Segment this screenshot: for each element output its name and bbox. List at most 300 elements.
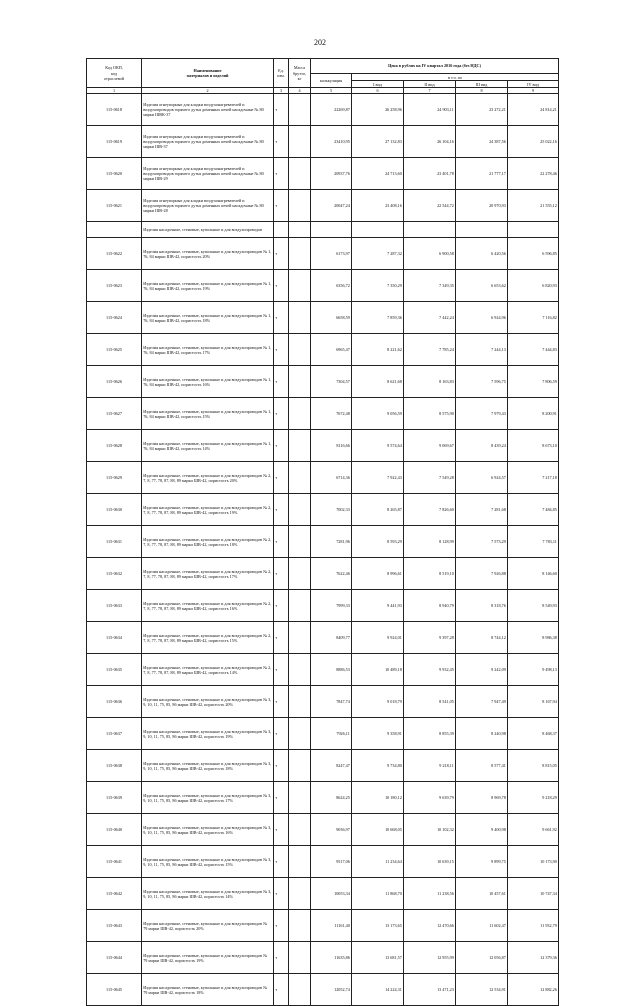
cell-p4: 6 596,85 bbox=[508, 238, 559, 270]
cell-mass bbox=[289, 462, 311, 494]
cell-p2: 12 470,66 bbox=[404, 910, 456, 942]
cell-code: 115-0645 bbox=[87, 974, 142, 1006]
cell-name: Изделия насадочные, стеновые, купольные и для воздухопроводов № 3, 9, 10, 11, 75, 85, 86 марки ШВ-42, пористость 14% bbox=[142, 878, 274, 910]
cell-calc: 7304,57 bbox=[311, 366, 352, 398]
page-number: 202 bbox=[314, 38, 326, 47]
cell-name: Изделия насадочные, стеновые, купольные и для воздухопроводов № 2, 7, 8, 77, 78, 87, 88, 89 марки ШВ-42, пористость 18% bbox=[142, 526, 274, 558]
cell-p3: 7 244,13 bbox=[456, 334, 508, 366]
col-number: 5 bbox=[311, 88, 352, 94]
cell-code: 115-0626 bbox=[87, 366, 142, 398]
cell-p3: 8 240,98 bbox=[456, 718, 508, 750]
cell-calc: 20047,24 bbox=[311, 190, 352, 222]
cell-name: Изделия огнеупорные для кладки воздухонагревателей и воздухопроводов горячего дутья доменных печей насадочные № 80 марки ШВ-37 bbox=[142, 126, 274, 158]
cell-code: 115-0644 bbox=[87, 942, 142, 974]
cell-p3: 7 573,29 bbox=[456, 526, 508, 558]
cell-name: Изделия насадочные, стеновые, купольные и для воздухопроводов № 2, 7, 8, 77, 78, 87, 88, 89 марки ШВ-42, пористость 14% bbox=[142, 654, 274, 686]
table-row bbox=[87, 526, 559, 558]
cell-unit: т bbox=[274, 526, 289, 558]
cell-name: Изделия насадочные, стеновые, купольные и для воздухопроводов № 1, 76, 84 марки ШВ-42, пористость 14% bbox=[142, 430, 274, 462]
cell-p1: 8 265,87 bbox=[352, 494, 404, 526]
cell-name: Изделия насадочные, стеновые, купольные и для воздухопроводов № 3, 9, 10, 11, 75, 85, 86 марки ШВ-42, пористость 19% bbox=[142, 718, 274, 750]
cell-p2: 7 785,24 bbox=[404, 334, 456, 366]
cell-p3: 6 653,62 bbox=[456, 270, 508, 302]
cell-p1: 8 996,61 bbox=[352, 558, 404, 590]
cell-calc: 7847,74 bbox=[311, 686, 352, 718]
cell-calc: 6965,47 bbox=[311, 334, 352, 366]
cell-mass bbox=[289, 526, 311, 558]
cell-code: 115-0635 bbox=[87, 654, 142, 686]
cell-p2: 9 069,67 bbox=[404, 430, 456, 462]
cell-p1: 10 668,05 bbox=[352, 814, 404, 846]
cell-code: 115-0636 bbox=[87, 686, 142, 718]
table-row bbox=[87, 190, 559, 222]
table-header bbox=[87, 59, 559, 94]
cell-p2: 9 218,11 bbox=[404, 750, 456, 782]
table-body bbox=[87, 94, 559, 1006]
cell-calc: 7926,11 bbox=[311, 718, 352, 750]
cell-unit: т bbox=[274, 974, 289, 1006]
cell-calc: 6356,72 bbox=[311, 270, 352, 302]
cell-p1: 14 224,31 bbox=[352, 974, 404, 1006]
table-row bbox=[87, 270, 559, 302]
cell-unit: т bbox=[274, 846, 289, 878]
cell-mass bbox=[289, 974, 311, 1006]
cell-unit: т bbox=[274, 190, 289, 222]
col-number: 7 bbox=[404, 88, 456, 94]
cell-unit: т bbox=[274, 814, 289, 846]
cell-unit: т bbox=[274, 302, 289, 334]
cell-name: Изделия насадочные, стеновые, купольные и для воздухопроводов № 79 марки ШВ-42, пористость 20% bbox=[142, 910, 274, 942]
cell-p3: 7 947,49 bbox=[456, 686, 508, 718]
col-number: 8 bbox=[456, 88, 508, 94]
cell-p1: 10 180,12 bbox=[352, 782, 404, 814]
cell-name: Изделия насадочные, стеновые, купольные и для воздухопроводов № 1, 76, 84 марки ШВ-42, пористость 15% bbox=[142, 398, 274, 430]
cell-calc: 11635,86 bbox=[311, 942, 352, 974]
cell-p4: 24 814,21 bbox=[508, 94, 559, 126]
table-row bbox=[87, 686, 559, 718]
table-row bbox=[87, 398, 559, 430]
table-row bbox=[87, 846, 559, 878]
cell-mass bbox=[289, 158, 311, 190]
cell-calc: 7999,33 bbox=[311, 590, 352, 622]
table-row bbox=[87, 558, 559, 590]
cell-p3: 6 420,56 bbox=[456, 238, 508, 270]
table-row bbox=[87, 622, 559, 654]
cell-code: 115-0630 bbox=[87, 494, 142, 526]
cell-unit: т bbox=[274, 334, 289, 366]
header-q1: I вид bbox=[352, 81, 404, 88]
cell-mass bbox=[289, 190, 311, 222]
cell-name: Изделия насадочные, стеновые, купольные и для воздухопроводов № 2, 7, 8, 77, 78, 87, 88, 89 марки ШВ-42, пористость 17% bbox=[142, 558, 274, 590]
cell-mass bbox=[289, 302, 311, 334]
cell-p3: 9 400,98 bbox=[456, 814, 508, 846]
cell-p3: 12 534,91 bbox=[456, 974, 508, 1006]
table-row bbox=[87, 462, 559, 494]
cell-p3: 8 969,78 bbox=[456, 782, 508, 814]
cell-name: Изделия насадочные, стеновые, купольные и для воздухопроводов № 1, 76, 84 марки ШВ-42, пористость 16% bbox=[142, 366, 274, 398]
cell-p4: 12 882,26 bbox=[508, 974, 559, 1006]
cell-code: 115-0627 bbox=[87, 398, 142, 430]
cell-p4: 8 146,60 bbox=[508, 558, 559, 590]
header-q3: III вид bbox=[456, 81, 508, 88]
table-row bbox=[87, 126, 559, 158]
cell-unit: т bbox=[274, 126, 289, 158]
cell-code: 115-0639 bbox=[87, 782, 142, 814]
cell-calc: 7281,96 bbox=[311, 526, 352, 558]
cell-p4: 8 815,05 bbox=[508, 750, 559, 782]
table-row bbox=[87, 750, 559, 782]
cell-p3: 6 924,96 bbox=[456, 302, 508, 334]
cell-p4: 6 820,93 bbox=[508, 270, 559, 302]
table-row bbox=[87, 782, 559, 814]
cell-p1: 9 441,93 bbox=[352, 590, 404, 622]
cell-unit: т bbox=[274, 94, 289, 126]
cell-p1: 7 922,43 bbox=[352, 462, 404, 494]
group-header-row bbox=[87, 222, 559, 238]
cell-mass bbox=[289, 366, 311, 398]
cell-p2: 7 826,60 bbox=[404, 494, 456, 526]
cell-code bbox=[87, 222, 142, 238]
cell-p2: 10 102,32 bbox=[404, 814, 456, 846]
cell-mass bbox=[289, 430, 311, 462]
cell-mass bbox=[289, 942, 311, 974]
cell-code: 115-0643 bbox=[87, 910, 142, 942]
cell-mass bbox=[289, 654, 311, 686]
cell-name: Изделия насадочные, стеновые, купольные и для воздухопроводов № 2, 7, 8, 77, 78, 87, 88, 89 марки ШВ-42, пористость 19% bbox=[142, 494, 274, 526]
cell-p1: 9 924,01 bbox=[352, 622, 404, 654]
cell-mass bbox=[289, 334, 311, 366]
cell-code: 115-0637 bbox=[87, 718, 142, 750]
cell-p4: 8 167,94 bbox=[508, 686, 559, 718]
col-number: 6 bbox=[352, 88, 404, 94]
cell-unit: т bbox=[274, 158, 289, 190]
cell-unit: т bbox=[274, 622, 289, 654]
cell-p4 bbox=[508, 222, 559, 238]
cell-p1: 27 132,83 bbox=[352, 126, 404, 158]
cell-p1: 11 868,70 bbox=[352, 878, 404, 910]
cell-p4: 7 116,82 bbox=[508, 302, 559, 334]
table-row bbox=[87, 238, 559, 270]
cell-unit: т bbox=[274, 366, 289, 398]
table-row bbox=[87, 942, 559, 974]
cell-mass bbox=[289, 846, 311, 878]
cell-p1: 13 173,65 bbox=[352, 910, 404, 942]
cell-p2: 10 639,15 bbox=[404, 846, 456, 878]
cell-p4: 8 549,93 bbox=[508, 590, 559, 622]
cell-p4: 8 468,37 bbox=[508, 718, 559, 750]
table-row bbox=[87, 910, 559, 942]
cell-p1: 26 258,96 bbox=[352, 94, 404, 126]
cell-calc: 8247,47 bbox=[311, 750, 352, 782]
cell-calc: 11161,40 bbox=[311, 910, 352, 942]
cell-calc: 8624,25 bbox=[311, 782, 352, 814]
cell-calc: 10053,34 bbox=[311, 878, 352, 910]
cell-unit: т bbox=[274, 462, 289, 494]
header-calc: калькуляция bbox=[311, 74, 352, 88]
cell-p1: 9 734,80 bbox=[352, 750, 404, 782]
cell-p3: 8 439,24 bbox=[456, 430, 508, 462]
cell-unit: т bbox=[274, 270, 289, 302]
cell-name: Изделия насадочные, стеновые, купольные и для воздухопроводов № 1, 76, 84 марки ШВ-42, пористость 18% bbox=[142, 302, 274, 334]
cell-p4: 7 484,85 bbox=[508, 494, 559, 526]
cell-p2: 8 128,99 bbox=[404, 526, 456, 558]
col-number: 2 bbox=[142, 88, 274, 94]
cell-unit: т bbox=[274, 718, 289, 750]
cell-p1: 9 018,79 bbox=[352, 686, 404, 718]
cell-p4: 9 498,13 bbox=[508, 654, 559, 686]
cell-p3: 12 056,87 bbox=[456, 942, 508, 974]
cell-p3: 7 926,88 bbox=[456, 558, 508, 590]
cell-calc: 20937,76 bbox=[311, 158, 352, 190]
col-number: 9 bbox=[508, 88, 559, 94]
cell-p4: 21 555,12 bbox=[508, 190, 559, 222]
cell-p3: 8 744,12 bbox=[456, 622, 508, 654]
cell-name: Изделия насадочные, стеновые, купольные и для воздухопроводов № 1, 76, 84 марки ШВ-42, пористость 19% bbox=[142, 270, 274, 302]
cell-unit: т bbox=[274, 590, 289, 622]
cell-p4: 10 747,34 bbox=[508, 878, 559, 910]
cell-p3: 20 970,93 bbox=[456, 190, 508, 222]
cell-code: 115-0638 bbox=[87, 750, 142, 782]
cell-unit: т bbox=[274, 878, 289, 910]
cell-unit: т bbox=[274, 398, 289, 430]
cell-code: 115-0621 bbox=[87, 190, 142, 222]
cell-mass bbox=[289, 782, 311, 814]
cell-p2: 9 397,28 bbox=[404, 622, 456, 654]
cell-mass bbox=[289, 910, 311, 942]
cell-p2: 8 163,83 bbox=[404, 366, 456, 398]
cell-code: 115-0618 bbox=[87, 94, 142, 126]
header-unit: Ед. изм. bbox=[274, 59, 289, 88]
cell-p1: 7 287,32 bbox=[352, 238, 404, 270]
cell-p3: 6 924,57 bbox=[456, 462, 508, 494]
cell-unit: т bbox=[274, 750, 289, 782]
cell-code: 115-0631 bbox=[87, 526, 142, 558]
cell-p3: 9 242,09 bbox=[456, 654, 508, 686]
cell-unit: т bbox=[274, 430, 289, 462]
cell-p1 bbox=[352, 222, 404, 238]
cell-mass bbox=[289, 558, 311, 590]
header-q2: II вид bbox=[404, 81, 456, 88]
cell-calc: 6173,97 bbox=[311, 238, 352, 270]
cell-code: 115-0624 bbox=[87, 302, 142, 334]
cell-mass bbox=[289, 814, 311, 846]
cell-calc: 8409,77 bbox=[311, 622, 352, 654]
cell-p1: 13 681,57 bbox=[352, 942, 404, 974]
cell-calc: 12052,74 bbox=[311, 974, 352, 1006]
cell-code: 115-0640 bbox=[87, 814, 142, 846]
cell-calc: 6714,36 bbox=[311, 462, 352, 494]
cell-name: Изделия огнеупорные для кладки воздухонагревателей и воздухопроводов горячего дутья доменных печей насадочные № 80 марки ШВ-28 bbox=[142, 190, 274, 222]
table-row bbox=[87, 334, 559, 366]
table-row bbox=[87, 430, 559, 462]
header-mass: Масса брутто, кг bbox=[289, 59, 311, 88]
table-row bbox=[87, 814, 559, 846]
cell-p4: 11 932,79 bbox=[508, 910, 559, 942]
cell-mass bbox=[289, 686, 311, 718]
cell-mass bbox=[289, 750, 311, 782]
cell-mass bbox=[289, 94, 311, 126]
cell-p4: 7 806,59 bbox=[508, 366, 559, 398]
cell-p1: 9 056,59 bbox=[352, 398, 404, 430]
col-number: 1 bbox=[87, 88, 142, 94]
cell-code: 115-0634 bbox=[87, 622, 142, 654]
cell-name: Изделия насадочные, стеновые, купольные и для воздухопроводов № 2, 7, 8, 77, 78, 87, 88, 89 марки ШВ-42, пористость 15% bbox=[142, 622, 274, 654]
cell-name: Изделия огнеупорные для кладки воздухонагревателей и воздухопроводов горячего дутья доменных печей насадочные № 80 марки ШВК-37 bbox=[142, 94, 274, 126]
cell-p1: 7 350,29 bbox=[352, 270, 404, 302]
cell-p2: 8 519,10 bbox=[404, 558, 456, 590]
cell-p1: 7 859,36 bbox=[352, 302, 404, 334]
cell-calc bbox=[311, 222, 352, 238]
cell-code: 115-0633 bbox=[87, 590, 142, 622]
cell-p3: 24 387,56 bbox=[456, 126, 508, 158]
cell-unit: т bbox=[274, 910, 289, 942]
cell-name: Изделия насадочные, стеновые, купольные и для воздухопроводов № 1, 76, 84 марки ШВ-42, пористость 17% bbox=[142, 334, 274, 366]
cell-unit: т bbox=[274, 494, 289, 526]
cell-code: 115-0641 bbox=[87, 846, 142, 878]
cell-calc: 6658,59 bbox=[311, 302, 352, 334]
cell-p2: 23 401,78 bbox=[404, 158, 456, 190]
cell-mass bbox=[289, 494, 311, 526]
cell-p2: 26 104,16 bbox=[404, 126, 456, 158]
cell-p4: 8 986,38 bbox=[508, 622, 559, 654]
cell-code: 115-0642 bbox=[87, 878, 142, 910]
cell-p3: 11 602,47 bbox=[456, 910, 508, 942]
cell-mass bbox=[289, 718, 311, 750]
cell-p1: 10 489,18 bbox=[352, 654, 404, 686]
cell-p3: 21 777,17 bbox=[456, 158, 508, 190]
cell-code: 115-0619 bbox=[87, 126, 142, 158]
cell-p3: 8 318,76 bbox=[456, 590, 508, 622]
cell-p2: 8 541,05 bbox=[404, 686, 456, 718]
cell-p4: 10 173,90 bbox=[508, 846, 559, 878]
header-price: Цена в рублях на IV квартал 2016 года (без НДС) bbox=[311, 59, 559, 74]
cell-code: 115-0620 bbox=[87, 158, 142, 190]
cell-calc: 8116,66 bbox=[311, 430, 352, 462]
cell-p3: 7 979,43 bbox=[456, 398, 508, 430]
cell-p2: 22 544,72 bbox=[404, 190, 456, 222]
cell-p2: 8 855,39 bbox=[404, 718, 456, 750]
cell-p3 bbox=[456, 222, 508, 238]
cell-p3: 23 272,21 bbox=[456, 94, 508, 126]
cell-p1: 8 593,29 bbox=[352, 526, 404, 558]
cell-p4: 8 200,91 bbox=[508, 398, 559, 430]
cell-calc: 7002,33 bbox=[311, 494, 352, 526]
cell-calc: 22269,87 bbox=[311, 94, 352, 126]
cell-unit: т bbox=[274, 782, 289, 814]
table-row bbox=[87, 718, 559, 750]
cell-code: 115-0632 bbox=[87, 558, 142, 590]
cell-mass bbox=[289, 222, 311, 238]
cell-unit: т bbox=[274, 686, 289, 718]
cell-p1: 8 621,68 bbox=[352, 366, 404, 398]
cell-p3: 7 596,75 bbox=[456, 366, 508, 398]
cell-unit bbox=[274, 222, 289, 238]
table-row bbox=[87, 974, 559, 1006]
cell-p1: 24 713,60 bbox=[352, 158, 404, 190]
cell-p2: 8 940,79 bbox=[404, 590, 456, 622]
cell-name: Изделия насадочные, стеновые, купольные и для воздухопроводов № 79 марки ШВ-42, пористость 18% bbox=[142, 974, 274, 1006]
cell-unit: т bbox=[274, 654, 289, 686]
cell-code: 115-0625 bbox=[87, 334, 142, 366]
header-code: Код ОКП, код отраслевой bbox=[87, 59, 142, 88]
header-incl: в т.ч. по bbox=[352, 74, 559, 81]
col-number: 4 bbox=[289, 88, 311, 94]
cell-p3: 10 457,61 bbox=[456, 878, 508, 910]
cell-code: 115-0623 bbox=[87, 270, 142, 302]
header-q4: IV вид bbox=[508, 81, 559, 88]
cell-name: Изделия насадочные, стеновые, купольные и для воздухопроводов № 3, 9, 10, 11, 75, 85, 86 марки ШВ-42, пористость 17% bbox=[142, 782, 274, 814]
cell-name: Изделия насадочные, стеновые, купольные и для воздухопроводов № 3, 9, 10, 11, 75, 85, 86 марки ШВ-42, пористость 15% bbox=[142, 846, 274, 878]
cell-p2: 12 955,99 bbox=[404, 942, 456, 974]
cell-mass bbox=[289, 126, 311, 158]
cell-code: 115-0628 bbox=[87, 430, 142, 462]
cell-name: Изделия насадочные, стеновые, купольные и для воздухопроводов № 3, 9, 10, 11, 75, 85, 86 марки ШВ-42, пористость 18% bbox=[142, 750, 274, 782]
cell-code: 115-0629 bbox=[87, 462, 142, 494]
cell-p2: 11 238,56 bbox=[404, 878, 456, 910]
header-name: Наименование материалов и изделий bbox=[142, 59, 274, 88]
cell-p2: 8 575,90 bbox=[404, 398, 456, 430]
cell-calc: 23410,95 bbox=[311, 126, 352, 158]
cell-p2: 13 471,23 bbox=[404, 974, 456, 1006]
cell-p3: 9 899,75 bbox=[456, 846, 508, 878]
table-row bbox=[87, 654, 559, 686]
cell-name: Изделия насадочные, стеновые, купольные и для воздухопроводов № 1, 76, 84 марки ШВ-42, пористость 20% bbox=[142, 238, 274, 270]
cell-p3: 8 577,41 bbox=[456, 750, 508, 782]
table-row bbox=[87, 366, 559, 398]
cell-p2: 9 932,45 bbox=[404, 654, 456, 686]
table-row bbox=[87, 590, 559, 622]
cell-name: Изделия насадочные, стеновые, купольные и для воздухопроводов № 3, 9, 10, 11, 75, 85, 86 марки ШВ-42, пористость 16% bbox=[142, 814, 274, 846]
cell-p4: 12 379,36 bbox=[508, 942, 559, 974]
cell-mass bbox=[289, 398, 311, 430]
cell-name: Изделия насадочные, стеновые, купольные и для воздухопроводов № 3, 9, 10, 11, 75, 85, 86 марки ШВ-42, пористость 20% bbox=[142, 686, 274, 718]
cell-unit: т bbox=[274, 942, 289, 974]
cell-code: 115-0622 bbox=[87, 238, 142, 270]
cell-p1: 11 234,64 bbox=[352, 846, 404, 878]
cell-p2: 7 349,35 bbox=[404, 270, 456, 302]
table-row bbox=[87, 494, 559, 526]
cell-p4: 7 217,18 bbox=[508, 462, 559, 494]
cell-p1: 8 221,62 bbox=[352, 334, 404, 366]
cell-mass bbox=[289, 238, 311, 270]
cell-p4: 9 661,92 bbox=[508, 814, 559, 846]
cell-unit: т bbox=[274, 558, 289, 590]
cell-p4: 25 022,16 bbox=[508, 126, 559, 158]
cell-p2: 6 900,58 bbox=[404, 238, 456, 270]
cell-calc: 7622,46 bbox=[311, 558, 352, 590]
cell-p4: 7 783,11 bbox=[508, 526, 559, 558]
cell-p3: 7 281,68 bbox=[456, 494, 508, 526]
cell-name: Изделия насадочные, стеновые, купольные и для воздухопроводов № 2, 7, 8, 77, 78, 87, 88, 89 марки ШВ-42, пористость 16% bbox=[142, 590, 274, 622]
cell-name: Изделия насадочные, стеновые, купольные и для воздухопроводов № 2, 7, 8, 77, 78, 87, 88, 89 марки ШВ-42, пористость 20% bbox=[142, 462, 274, 494]
cell-mass bbox=[289, 622, 311, 654]
price-table bbox=[86, 58, 559, 1006]
cell-name: Изделия насадочные, стеновые, купольные и для воздухопроводов bbox=[142, 222, 274, 238]
cell-calc: 9517,06 bbox=[311, 846, 352, 878]
cell-calc: 9036,97 bbox=[311, 814, 352, 846]
cell-name: Изделия насадочные, стеновые, купольные и для воздухопроводов № 79 марки ШВ-42, пористость 19% bbox=[142, 942, 274, 974]
table-row bbox=[87, 878, 559, 910]
cell-p4: 22 278,46 bbox=[508, 158, 559, 190]
col-number: 3 bbox=[274, 88, 289, 94]
table-row bbox=[87, 94, 559, 126]
table-row bbox=[87, 302, 559, 334]
cell-p2: 7 549,28 bbox=[404, 462, 456, 494]
cell-p2 bbox=[404, 222, 456, 238]
cell-calc: 7672,48 bbox=[311, 398, 352, 430]
cell-mass bbox=[289, 270, 311, 302]
table-row bbox=[87, 158, 559, 190]
